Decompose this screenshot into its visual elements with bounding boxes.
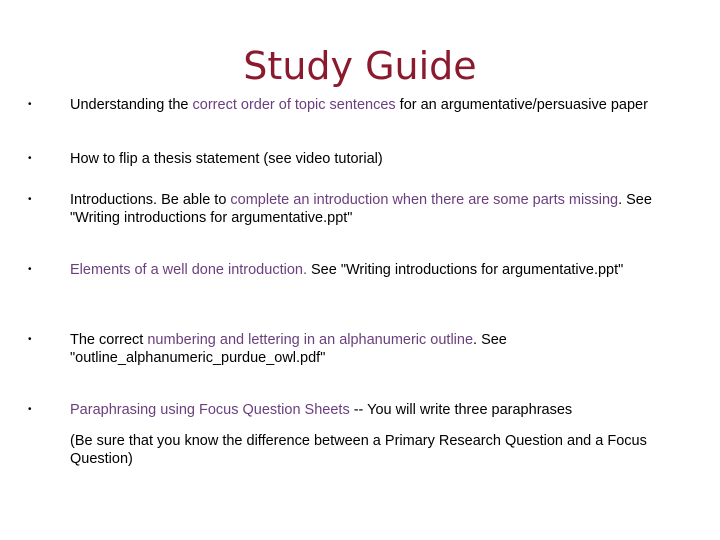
list-item-text	[70, 96, 690, 114]
page-title: Study Guide	[243, 44, 477, 88]
list-item-text	[70, 261, 690, 279]
text-plain: See "Writing introductions for argumentative.ppt"	[306, 262, 624, 278]
bullet-icon: •	[28, 334, 32, 345]
list-item-text	[70, 401, 690, 419]
text-highlight: Elements of a well done introduction.	[70, 262, 307, 278]
text-highlight: correct order of topic sentences	[192, 97, 396, 113]
text-plain: for an argumentative/persuasive paper	[395, 97, 648, 113]
text-plain: Understanding the	[70, 97, 193, 113]
text-plain: Introductions. Be able to	[70, 192, 231, 208]
bullet-icon: •	[28, 99, 32, 110]
text-highlight: Paraphrasing using Focus Question Sheets	[70, 402, 350, 418]
list-item-text	[70, 191, 690, 227]
list-item-text	[70, 150, 690, 168]
text-plain: . See "Writing introductions for argumentative.ppt"	[70, 192, 652, 226]
text-plain: How to flip a thesis statement (see video tutorial)	[70, 151, 383, 167]
text-plain: -- You will write three paraphrases	[349, 402, 573, 418]
text-plain: . See "outline_alphanumeric_purdue_owl.pdf"	[70, 332, 507, 366]
footnote: (Be sure that you know the difference between a Primary Research Question and a Focus Question)	[70, 433, 647, 467]
text-highlight: numbering and lettering in an alphanumeric outline	[147, 332, 474, 348]
text-plain: The correct	[70, 332, 148, 348]
list-item-text	[70, 331, 690, 367]
bullet-icon: •	[28, 153, 32, 164]
text-highlight: complete an introduction when there are some parts missing	[230, 192, 619, 208]
bullet-icon: •	[28, 404, 32, 415]
bullet-icon: •	[28, 194, 32, 205]
bullet-icon: •	[28, 264, 32, 275]
